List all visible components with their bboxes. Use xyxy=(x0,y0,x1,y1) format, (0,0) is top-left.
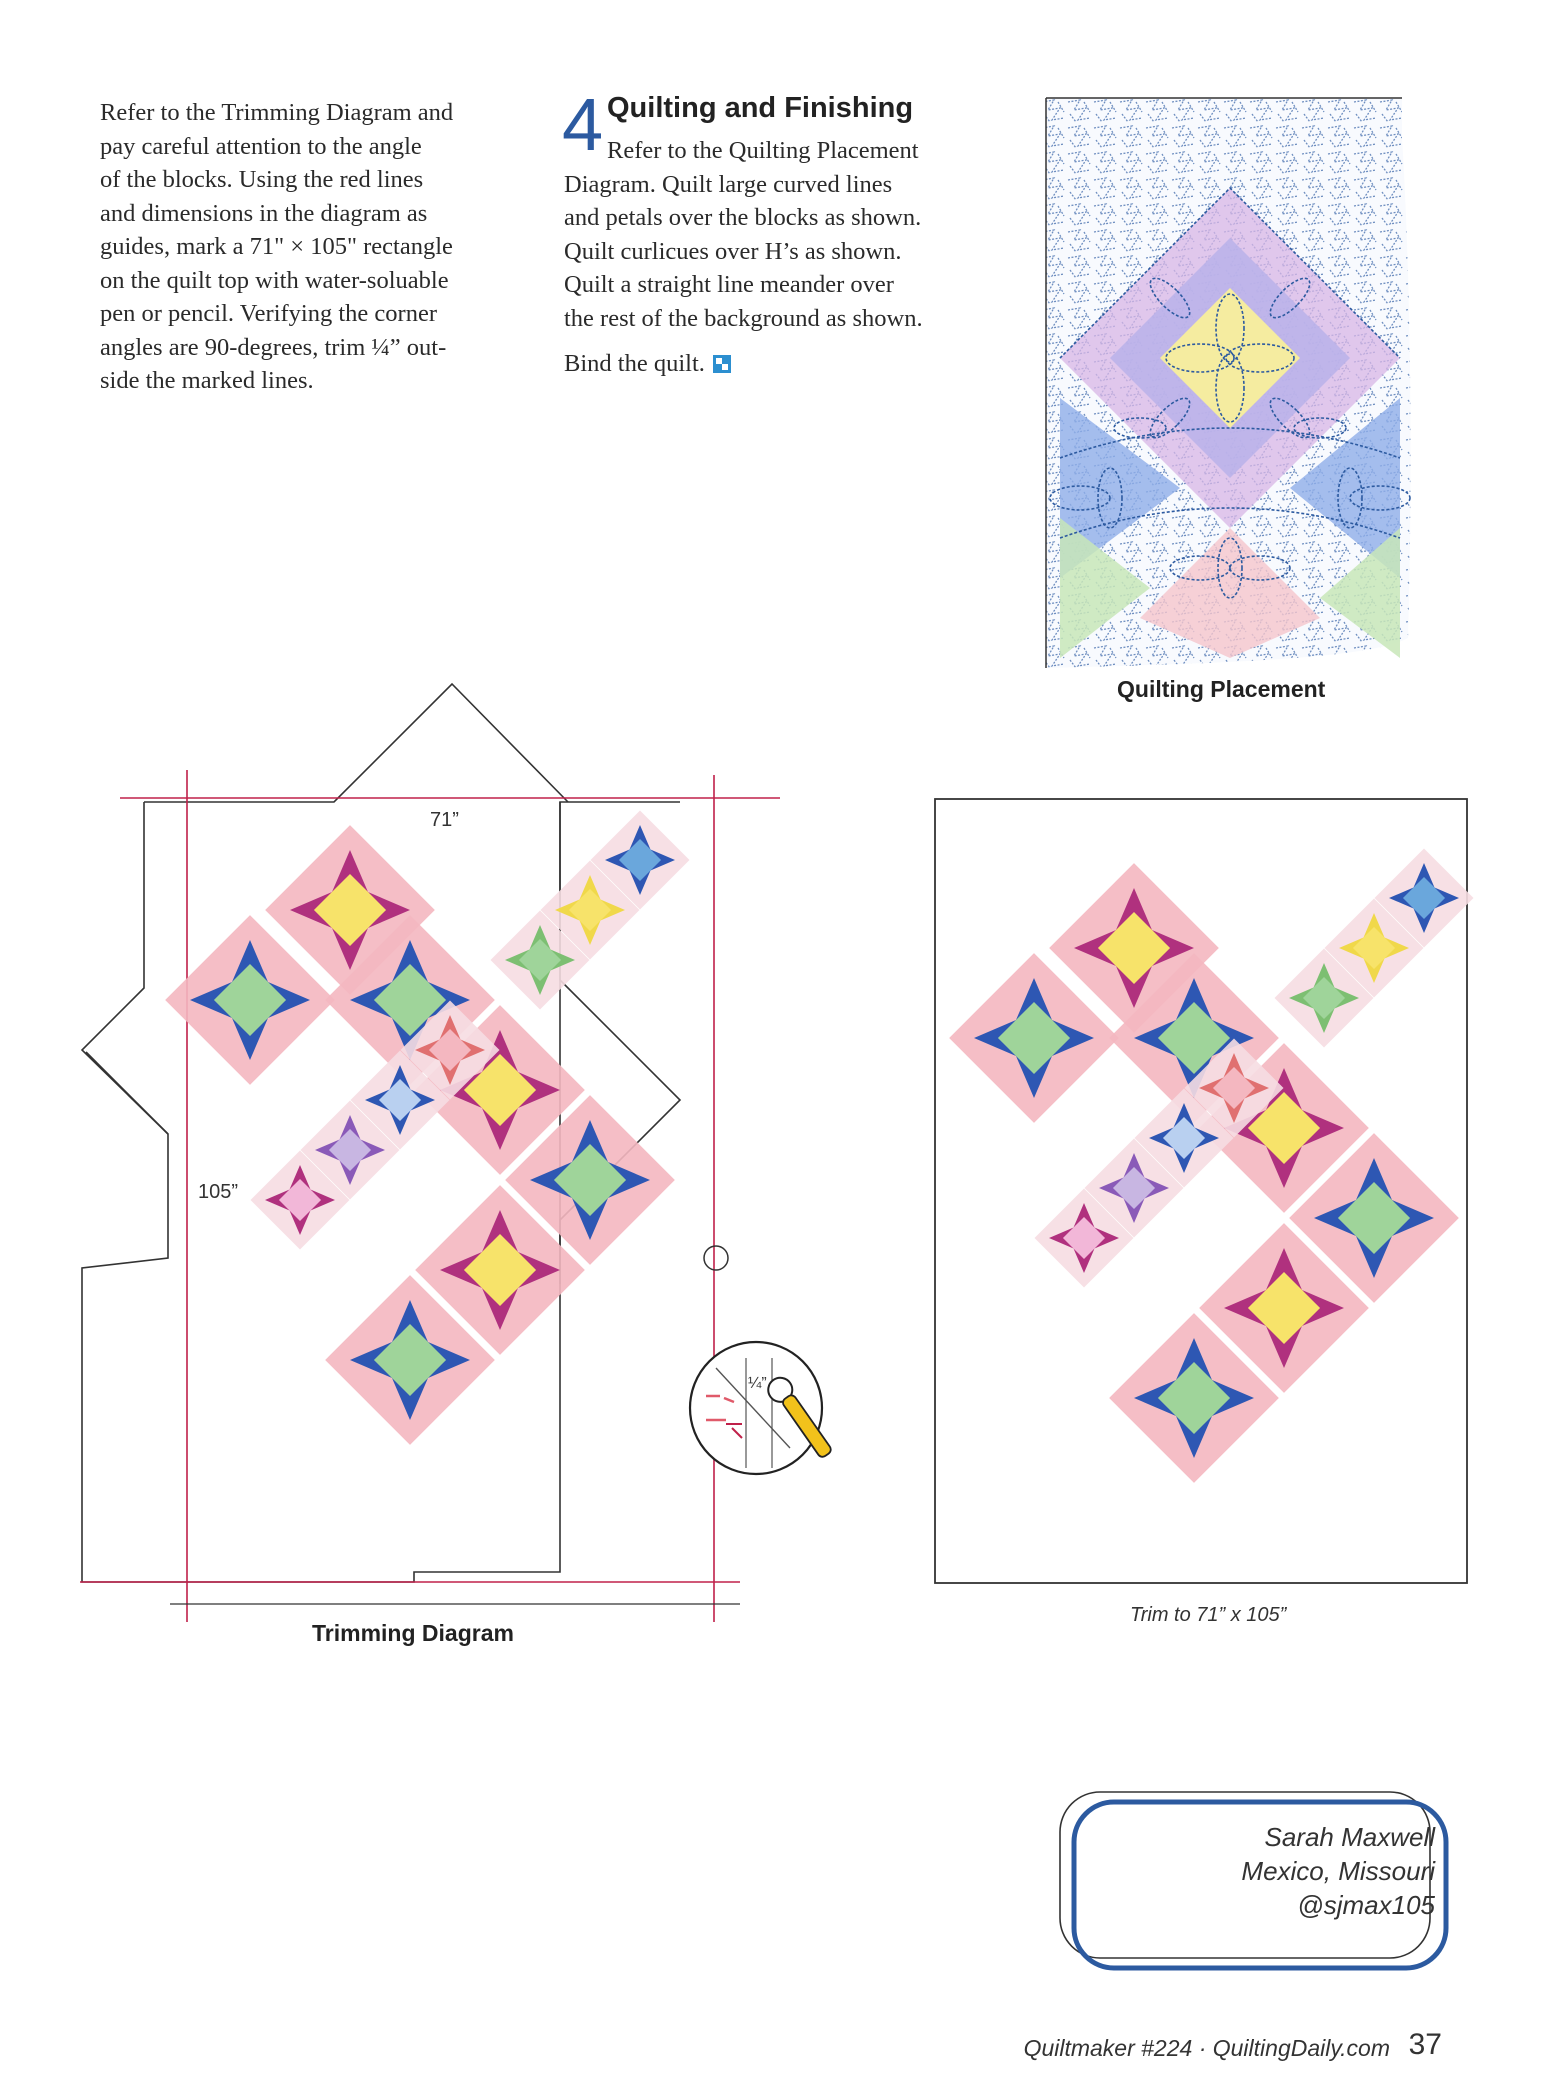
quarter-inch-label: ¼” xyxy=(748,1375,767,1392)
text-line: pen or pencil. Verifying the corner xyxy=(100,300,437,327)
text-line: and petals over the blocks as shown. xyxy=(564,204,922,231)
footer-publication: Quiltmaker #224 · QuiltingDaily.com xyxy=(1023,2035,1390,2061)
section-title: Quilting and Finishing xyxy=(607,92,914,124)
text-line: guides, mark a 71" × 105" rectangle xyxy=(100,233,453,260)
text-line: on the quilt top with water-soluable xyxy=(100,266,449,294)
bind-line xyxy=(564,347,994,381)
quilting-placement-diagram xyxy=(1040,98,1420,668)
designer-name: Sarah Maxwell xyxy=(1264,1822,1435,1852)
quilting-instructions xyxy=(564,134,994,381)
text-line: Diagram. Quilt large curved lines xyxy=(564,170,893,198)
trimming-diagram-caption: Trimming Diagram xyxy=(312,1620,514,1646)
text-line: Refer to the Quilting Placement xyxy=(607,137,919,164)
trim-caption: Trim to 71” x 105” xyxy=(1130,1604,1287,1626)
quilt-blocks xyxy=(165,811,689,1445)
designer-location: Mexico, Missouri xyxy=(1241,1856,1435,1886)
end-mark-icon xyxy=(713,355,731,373)
text-line: of the blocks. Using the red lines xyxy=(100,166,424,193)
bind-text: Bind the quilt. xyxy=(564,350,705,377)
text-line: angles are 90-degrees, trim ¼” out- xyxy=(100,333,447,361)
height-label: 105” xyxy=(198,1181,239,1203)
width-label: 71” xyxy=(430,809,459,831)
page-number: 37 xyxy=(1408,2028,1442,2061)
text-line: Quilt a straight line meander over xyxy=(564,271,894,298)
text-line: Quilt curlicues over H’s as shown. xyxy=(564,237,902,265)
rotary-cutter-detail xyxy=(686,1328,856,1488)
designer-handle: @sjmax105 xyxy=(1297,1890,1435,1920)
quilting-placement-caption: Quilting Placement xyxy=(1117,676,1326,702)
detail-marker xyxy=(704,1246,728,1270)
trimming-instructions xyxy=(100,96,520,398)
text-line: pay careful attention to the angle xyxy=(100,132,422,160)
text-line: and dimensions in the diagram as xyxy=(100,199,428,227)
text-line: Refer to the Trimming Diagram and xyxy=(100,99,454,126)
trimmed-quilt-diagram xyxy=(934,798,1474,1588)
text-line: the rest of the background as shown. xyxy=(564,304,923,332)
designer-credit xyxy=(1241,1820,1435,1922)
step-number: 4 xyxy=(562,83,604,166)
text-line: side the marked lines. xyxy=(100,367,314,394)
quilt-outline-top xyxy=(144,684,568,802)
